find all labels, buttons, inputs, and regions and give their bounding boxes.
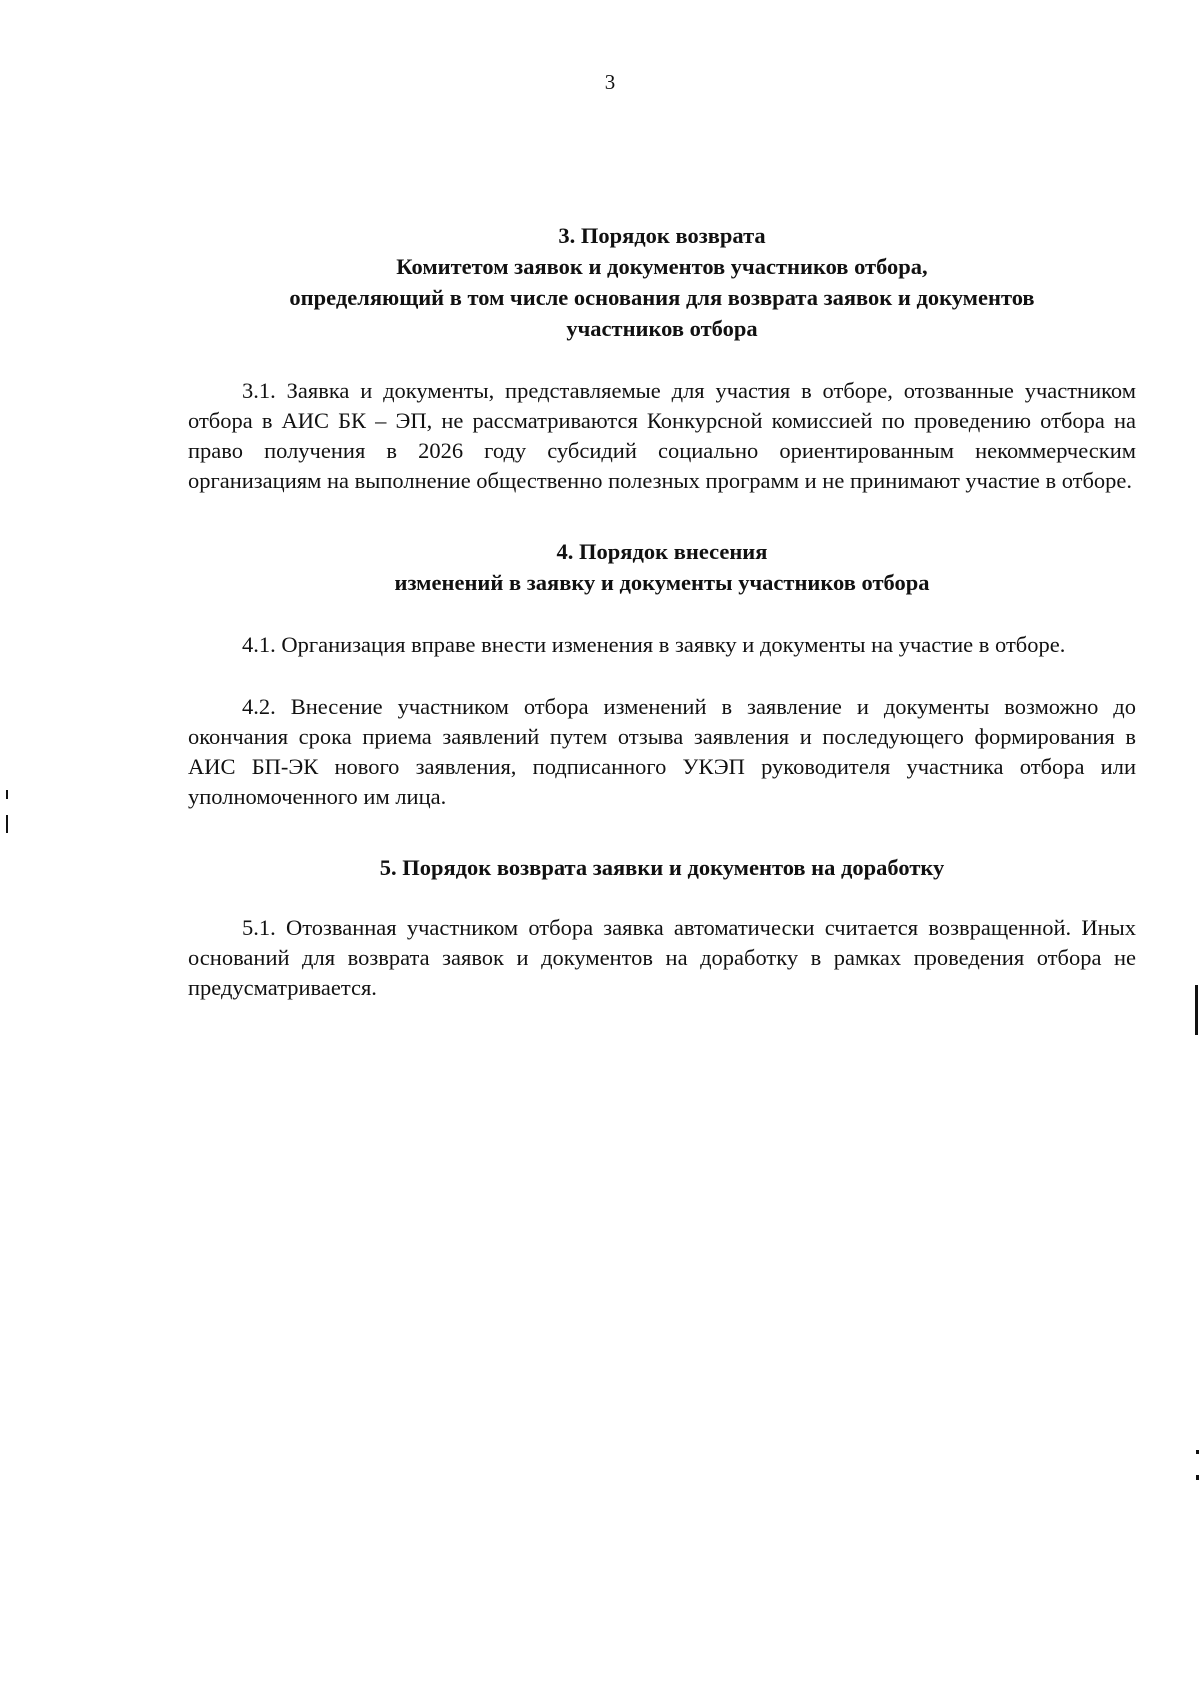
section-3-heading-line: Комитетом заявок и документов участников отбора,: [396, 254, 928, 279]
section-3-heading-line: участников отбора: [566, 316, 758, 341]
paragraph-4-2: 4.2. Внесение участником отбора изменений в заявление и документы возможно до окончания срока приема заявлений путем отзыва заявления и последующего формирования в АИС БП-ЭК нового заявления, подписанного УКЭП руководителя участника отбора или уполномоченного им лица.: [188, 694, 1136, 809]
section-3-heading-line: 3. Порядок возврата: [558, 223, 766, 248]
document-body: [188, 220, 1136, 1003]
section-4-heading: [188, 536, 1136, 598]
section-4-heading-line: 4. Порядок внесения: [556, 539, 768, 564]
scan-mark: [1196, 1450, 1199, 1454]
section-5-heading: 5. Порядок возврата заявки и документов на доработку: [379, 855, 945, 880]
paragraph-4-1: 4.1. Организация вправе внести изменения в заявку и документы на участие в отборе.: [242, 632, 1066, 657]
scan-mark: [1196, 1475, 1199, 1480]
scan-mark: [6, 815, 8, 833]
scan-mark: [6, 790, 8, 799]
paragraph-3-1: 3.1. Заявка и документы, представляемые для участия в отборе, отозванные участником отбора в АИС БК – ЭП, не рассматриваются Конкурсной комиссией по проведению отбора на право получения в 2026 году субсидий социально ориентированным некоммерческим организациям на выполнение общественно полезных программ и не принимают участие в отборе.: [188, 378, 1136, 493]
section-3-heading-line: определяющий в том числе основания для возврата заявок и документов: [289, 285, 1035, 310]
section-4-heading-line: изменений в заявку и документы участников отбора: [394, 570, 930, 595]
page-number: 3: [604, 70, 616, 94]
section-3-heading: [188, 220, 1136, 344]
scan-mark: [1195, 985, 1198, 1035]
paragraph-5-1: 5.1. Отозванная участником отбора заявка автоматически считается возвращенной. Иных оснований для возврата заявок и документов на доработку в рамках проведения отбора не предусматривается.: [188, 915, 1136, 1000]
